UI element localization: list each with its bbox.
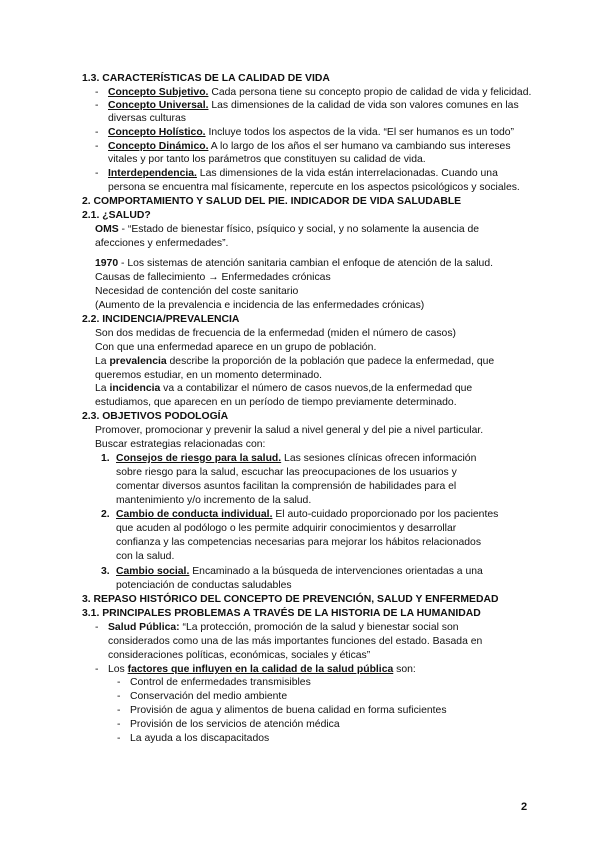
section-3-heading: 3. REPASO HISTÓRICO DEL CONCEPTO DE PREVENCIÓN, SALUD Y ENFERMEDAD — [82, 594, 499, 605]
section-2-1-heading: 2.1. ¿SALUD? — [82, 210, 151, 221]
item-continuation: diversas culturas — [108, 113, 186, 124]
item-continuation: comentar diversos asuntos facilitan la comprensión de habilidades para el — [116, 481, 457, 492]
paragraph-line: Necesidad de contención del coste sanitario — [95, 286, 299, 297]
paragraph-line: (Aumento de la prevalencia e incidencia de las enfermedades crónicas) — [95, 300, 425, 311]
item-text: A lo largo de los años el ser humano va cambiando sus intereses — [208, 141, 511, 152]
item-continuation: mantenimiento y/o incremento de la salud. — [116, 495, 312, 506]
text: describe la proporción de la población que padece la enfermedad, que — [166, 356, 495, 367]
list-item — [116, 509, 498, 521]
item-term: Concepto Holístico. — [108, 127, 206, 138]
text: va a contabilizar el número de casos nuevos,de la enfermedad que — [160, 383, 473, 394]
paragraph-line: Causas de fallecimiento → Enfermedades crónicas — [95, 272, 331, 283]
section-2-3-heading: 2.3. OBJETIVOS PODOLOGÍA — [82, 411, 229, 422]
list-item — [108, 100, 519, 112]
item-continuation: considerados como una de las más importantes funciones del estado. Basada en — [108, 636, 483, 647]
year-term: 1970 — [95, 258, 119, 269]
item-term: Cambio social. — [116, 566, 190, 577]
item-text: El auto-cuidado proporcionado por los pacientes — [272, 509, 499, 520]
paragraph-line: Con que una enfermedad aparece en un grupo de población. — [95, 342, 377, 353]
item-term: Salud Pública: — [108, 622, 180, 633]
paragraph-line: estudiamos, que aparecen en un período de tiempo previamente determinado. — [95, 397, 457, 408]
oms-text: - “Estado de bienestar físico, psíquico y social, y no solamente la ausencia de — [118, 224, 480, 235]
section-1-3-heading: 1.3. CARACTERÍSTICAS DE LA CALIDAD DE VIDA — [82, 73, 330, 84]
list-number: 3. — [101, 566, 110, 577]
sublist-item: Provisión de los servicios de atención médica — [130, 719, 340, 730]
list-item — [108, 141, 511, 153]
item-term: Concepto Dinámico. — [108, 141, 209, 152]
bullet: - — [117, 705, 121, 716]
list-item — [108, 664, 416, 676]
item-continuation: que acuden al podólogo o les permite adquirir conocimientos y desarrollar — [116, 523, 457, 534]
text: son: — [393, 664, 416, 675]
paragraph-line: afecciones y enfermedades”. — [95, 238, 229, 249]
section-2-2-heading: 2.2. INCIDENCIA/PREVALENCIA — [82, 314, 240, 325]
bullet: - — [117, 733, 121, 744]
sublist-item: Provisión de agua y alimentos de buena calidad en forma suficientes — [130, 705, 447, 716]
text: La — [95, 356, 110, 367]
paragraph-line: Promover, promocionar y prevenir la salud a nivel general y del pie a nivel particular. — [95, 425, 484, 436]
paragraph-line: Son dos medidas de frecuencia de la enfermedad (miden el número de casos) — [95, 328, 456, 339]
item-text: Encaminado a la búsqueda de intervenciones orientadas a una — [189, 566, 483, 577]
item-term: Concepto Universal. — [108, 100, 209, 111]
bullet: - — [95, 127, 99, 138]
bullet: - — [95, 141, 99, 152]
item-continuation: sobre riesgo para la salud, escuchar las preocupaciones de los usuarios y — [116, 467, 457, 478]
bullet: - — [95, 87, 99, 98]
bullet: - — [95, 664, 99, 675]
list-item — [108, 87, 531, 99]
bullet: - — [117, 691, 121, 702]
list-number: 1. — [101, 453, 110, 464]
section-2-heading: 2. COMPORTAMIENTO Y SALUD DEL PIE. INDICADOR DE VIDA SALUDABLE — [82, 196, 462, 207]
item-term: Interdependencia. — [108, 168, 197, 179]
item-continuation: potenciación de conductas saludables — [116, 580, 292, 591]
sublist-item: Control de enfermedades transmisibles — [130, 677, 311, 688]
text: La — [95, 383, 110, 394]
paragraph-line — [95, 224, 479, 236]
item-text: Cada persona tiene su concepto propio de calidad de vida y felicidad. — [208, 87, 532, 98]
item-text: Incluye todos los aspectos de la vida. “El ser humanos es un todo” — [205, 127, 514, 138]
list-item — [108, 168, 498, 180]
item-text: Las dimensiones de la calidad de vida son valores comunes en las — [208, 100, 519, 111]
bullet: - — [117, 719, 121, 730]
list-number: 2. — [101, 509, 110, 520]
item-continuation: persona se encuentra mal físicamente, repercute en los aspectos psicológicos y sociales. — [108, 182, 520, 193]
list-item — [116, 453, 476, 465]
incidencia-term: incidencia — [109, 383, 161, 394]
item-term: Consejos de riesgo para la salud. — [116, 453, 282, 464]
bullet: - — [95, 168, 99, 179]
item-continuation: con la salud. — [116, 551, 175, 562]
item-continuation: consideraciones políticas, económicas, sociales y éticas” — [108, 650, 371, 661]
item-continuation: confianza y las competencias necesarias para mejorar los hábitos relacionados — [116, 537, 482, 548]
bullet: - — [95, 622, 99, 633]
paragraph-line: Buscar estrategias relacionadas con: — [95, 439, 266, 450]
bullet: - — [117, 677, 121, 688]
text: Los — [108, 664, 128, 675]
item-continuation: vitales y por tanto los parámetros que constituyen su calidad de vida. — [108, 154, 426, 165]
item-text: “La protección, promoción de la salud y bienestar social son — [179, 622, 459, 633]
paragraph-line — [95, 356, 494, 368]
oms-term: OMS — [95, 224, 119, 235]
bullet: - — [95, 100, 99, 111]
paragraph-line — [95, 258, 493, 270]
sublist-item: Conservación del medio ambiente — [130, 691, 288, 702]
item-term: Concepto Subjetivo. — [108, 87, 209, 98]
paragraph-line — [95, 383, 472, 395]
item-term: Cambio de conducta individual. — [116, 509, 273, 520]
page-number: 2 — [521, 801, 528, 813]
list-item — [108, 127, 514, 139]
list-item — [108, 622, 459, 634]
item-term: factores que influyen en la calidad de la salud pública — [127, 664, 394, 675]
paragraph-line: queremos estudiar, en un momento determinado. — [95, 370, 322, 381]
section-3-1-heading: 3.1. PRINCIPALES PROBLEMAS A TRAVÉS DE LA HISTORIA DE LA HUMANIDAD — [82, 608, 481, 619]
sublist-item: La ayuda a los discapacitados — [130, 733, 270, 744]
list-item — [116, 566, 483, 578]
item-text: Las dimensiones de la vida están interrelacionadas. Cuando una — [196, 168, 498, 179]
year-text: - Los sistemas de atención sanitaria cambian el enfoque de atención de la salud. — [118, 258, 493, 269]
prevalencia-term: prevalencia — [109, 356, 167, 367]
item-text: Las sesiones clínicas ofrecen información — [281, 453, 477, 464]
